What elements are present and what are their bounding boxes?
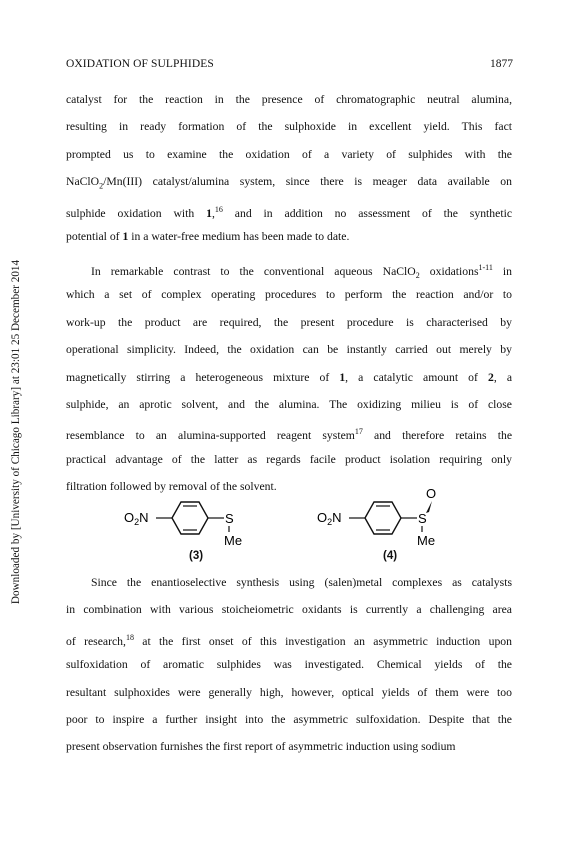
methyl-group: Me bbox=[224, 533, 243, 548]
benzene-ring bbox=[365, 502, 401, 534]
text-line: sulphide, an aprotic solvent, and the alumina. The oxidizing milieu is of close bbox=[66, 397, 512, 411]
text-line: poor to inspire a further insight into the asymmetric sulfoxidation. Despite that the bbox=[66, 712, 512, 726]
text-line: present observation furnishes the first report of asymmetric induction using sodium bbox=[66, 740, 456, 754]
text-line: resulting in ready formation of the sulphoxide in excellent yield. This fact bbox=[66, 120, 512, 134]
watermark-text: Downloaded by [University of Chicago Library] at 23:01 25 December 2014 bbox=[10, 259, 22, 605]
paragraph-2 bbox=[66, 254, 512, 501]
text-line: practical advantage of the latter as regards facile product isolation requiring only bbox=[66, 452, 512, 466]
text-line: In remarkable contrast to the conventional aqueous NaClO$_2$ oxidations$^{1-11}$ in bbox=[91, 263, 513, 281]
nitro-group-label: $O_2N$ bbox=[317, 510, 342, 527]
structure-compound-4 bbox=[317, 480, 462, 548]
text-line: prompted us to examine the oxidation of a variety of sulphides with the bbox=[66, 147, 512, 161]
text-line: which a set of complex operating procedures to perform the reaction and/or to bbox=[66, 288, 512, 302]
benzene-ring bbox=[172, 502, 208, 534]
text-line: sulphide oxidation with 1,16 and in addition no assessment of the synthetic bbox=[66, 204, 513, 220]
oxygen-atom: O bbox=[426, 486, 437, 501]
text-line: resemblance to an alumina-supported reagent system$^{17}$ and therefore retains the bbox=[66, 427, 513, 443]
sulfur-atom: S bbox=[225, 511, 234, 526]
wedge-bond bbox=[426, 501, 432, 513]
paragraph-3 bbox=[66, 569, 512, 761]
text-line: in combination with various stoicheiometric oxidants is currently a challenging area bbox=[66, 603, 512, 617]
text-line: work-up the product are required, the present procedure is characterised by bbox=[66, 315, 512, 329]
methyl-group: Me bbox=[417, 533, 436, 548]
compound-4-label: (4) bbox=[383, 550, 398, 562]
text-line: filtration followed by removal of the solvent. bbox=[66, 480, 277, 494]
nitro-group-label: $O_2N$ bbox=[124, 510, 149, 527]
page-number: 1877 bbox=[490, 58, 513, 70]
text-line: magnetically stirring a heterogeneous mixture of 1, a catalytic amount of 2, a bbox=[66, 370, 513, 384]
running-title: OXIDATION OF SULPHIDES bbox=[66, 58, 214, 70]
text-line: operational simplicity. Indeed, the oxidation can be instantly carried out merely by bbox=[66, 343, 512, 357]
structure-compound-3 bbox=[124, 496, 264, 548]
text-line: potential of 1 in a water-free medium has been made to date. bbox=[66, 229, 350, 243]
text-line: catalyst for the reaction in the presence of chromatographic neutral alumina, bbox=[66, 93, 512, 106]
text-line: resultant sulphoxides were generally high, however, optical yields of them were too bbox=[66, 685, 512, 699]
sulfur-atom: S bbox=[418, 511, 427, 526]
text-line: of research,$^{18}$ at the first onset of this investigation an asymmetric induction upon bbox=[66, 632, 512, 648]
paragraph-1 bbox=[66, 86, 512, 250]
text-line: sulfoxidation of aromatic sulphides was investigated. Chemical yields of the bbox=[66, 658, 512, 672]
text-line: Since the enantioselective synthesis using (salen)metal complexes as catalysts bbox=[91, 576, 512, 589]
text-line: NaClO$_2$/Mn(III) catalyst/alumina system, since there is meager data available on bbox=[66, 175, 512, 191]
compound-3-label: (3) bbox=[189, 550, 204, 562]
download-watermark bbox=[0, 0, 30, 864]
